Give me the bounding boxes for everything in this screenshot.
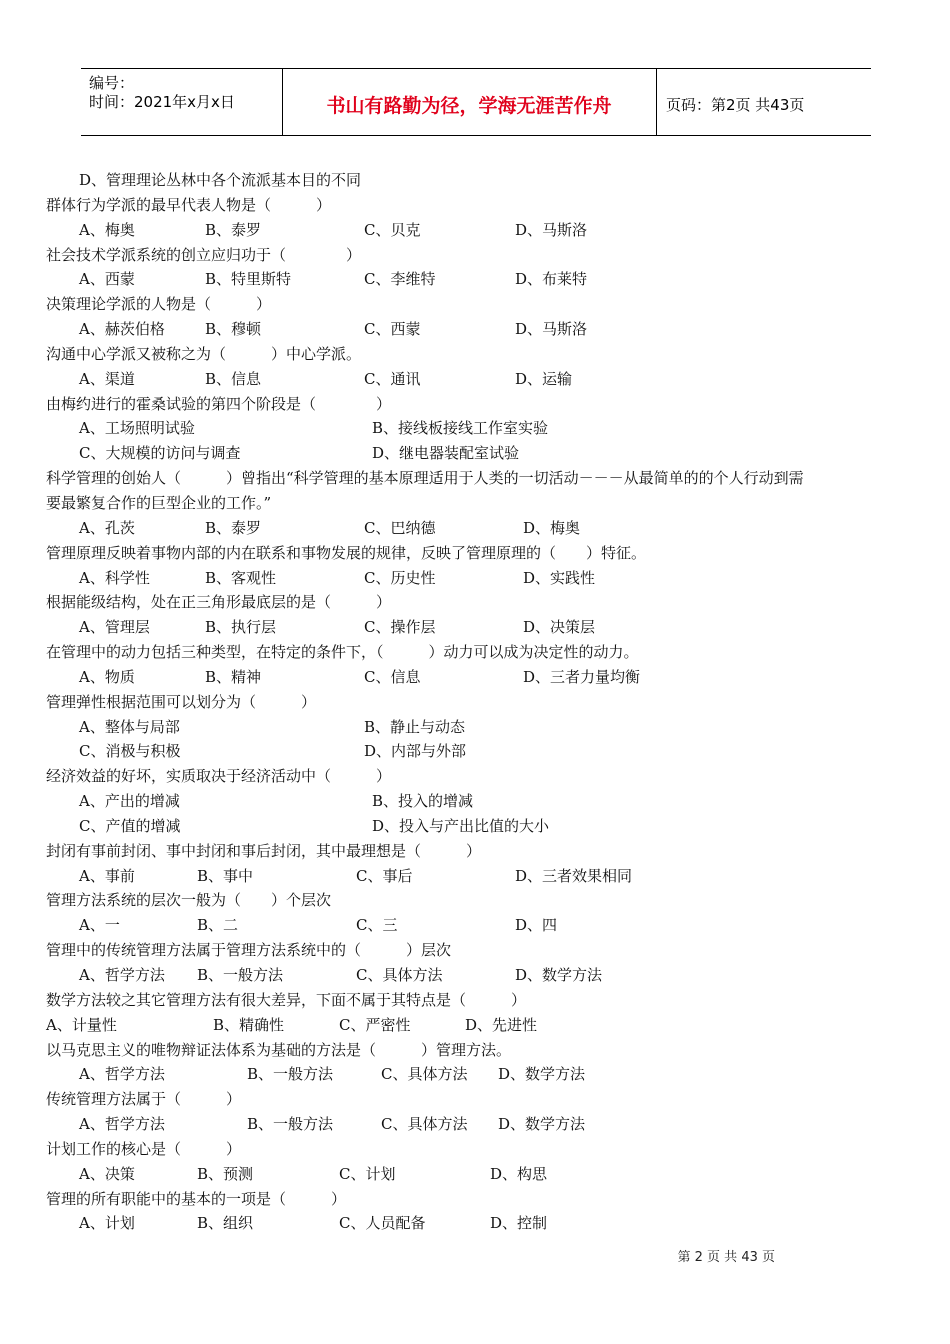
answer-option: A、梅奥 <box>79 220 135 239</box>
answer-option: C、具体方法 <box>381 1115 468 1134</box>
question-text: 决策理论学派的人物是（ ） <box>46 295 272 314</box>
answer-option: C、消极与积极 <box>79 742 181 761</box>
answer-options-row <box>0 1013 950 1038</box>
answer-option: D、投入与产出比值的大小 <box>372 816 550 835</box>
answer-options-row <box>0 367 950 392</box>
answer-option: D、内部与外部 <box>364 742 467 761</box>
answer-option: B、特里斯特 <box>205 270 292 289</box>
answer-option: C、产值的增减 <box>79 816 181 835</box>
answer-option: B、信息 <box>205 369 262 388</box>
answer-option: B、精确性 <box>213 1015 285 1034</box>
answer-option: C、操作层 <box>364 618 436 637</box>
answer-option: A、工场照明试验 <box>79 419 195 438</box>
answer-option: C、大规模的访问与调查 <box>79 444 241 463</box>
answer-option: B、执行层 <box>205 618 277 637</box>
answer-option: A、孔茨 <box>79 518 135 537</box>
answer-option: C、贝克 <box>364 220 421 239</box>
answer-options-row <box>0 715 950 740</box>
question-text: 封闭有事前封闭、事中封闭和事后封闭，其中最理想是（ ） <box>46 841 482 860</box>
answer-options-row <box>0 913 950 938</box>
answer-option: C、信息 <box>364 667 421 686</box>
question-text: D、管理理论丛林中各个流派基本目的不同 <box>79 171 362 189</box>
question-text: 由梅约进行的霍桑试验的第四个阶段是（ ） <box>46 394 392 413</box>
answer-options-row <box>0 864 950 889</box>
answer-option: A、决策 <box>79 1164 135 1183</box>
answer-option: D、控制 <box>490 1214 548 1233</box>
answer-options-row <box>0 1112 950 1137</box>
question-text: 数学方法较之其它管理方法有很大差异，下面不属于其特点是（ ） <box>46 990 527 1009</box>
answer-options-row <box>0 963 950 988</box>
question-text: 管理弹性根据范围可以划分为（ ） <box>46 692 317 711</box>
answer-option: D、三者力量均衡 <box>523 667 641 686</box>
answer-option: A、赫茨伯格 <box>79 320 165 339</box>
answer-option: C、通讯 <box>364 369 421 388</box>
answer-option: D、数学方法 <box>498 1115 586 1134</box>
answer-option: B、客观性 <box>205 568 277 587</box>
answer-option: C、严密性 <box>339 1015 411 1034</box>
answer-option: C、人员配备 <box>339 1214 426 1233</box>
footer-page-number: 第 2 页 共 43 页 <box>677 1250 775 1265</box>
question-text: 管理的所有职能中的基本的一项是（ ） <box>46 1189 347 1208</box>
header-motto: 书山有路勤为径，学海无涯苦作舟 <box>326 95 612 117</box>
answer-option: A、科学性 <box>79 568 150 587</box>
question-text: 在管理中的动力包括三种类型，在特定的条件下，（ ）动力可以成为决定性的动力。 <box>46 643 639 662</box>
answer-option: D、马斯洛 <box>515 220 588 239</box>
answer-option: A、哲学方法 <box>79 966 165 984</box>
question-text: 根据能级结构，处在正三角形最底层的是（ ） <box>46 593 392 612</box>
answer-option: D、数学方法 <box>515 966 603 984</box>
answer-options-row <box>0 1211 950 1236</box>
answer-options-row <box>0 566 950 591</box>
question-text: 经济效益的好坏，实质取决于经济活动中（ ） <box>46 767 392 786</box>
answer-option: C、具体方法 <box>356 966 443 984</box>
answer-option: A、西蒙 <box>79 270 135 289</box>
answer-option: D、数学方法 <box>498 1065 586 1084</box>
answer-options-row <box>0 267 950 292</box>
answer-option: C、具体方法 <box>381 1065 468 1084</box>
answer-options-row <box>0 1162 950 1187</box>
answer-option: C、事后 <box>356 866 413 885</box>
answer-options-row <box>0 416 950 441</box>
header-page-number: 页码：第2页 共43页 <box>666 96 805 114</box>
answer-option: B、一般方法 <box>247 1065 334 1084</box>
answer-option: B、二 <box>197 916 239 935</box>
answer-option: C、三 <box>356 916 398 935</box>
answer-option: B、接线板接线工作室实验 <box>372 419 549 438</box>
question-list <box>0 168 950 1236</box>
document-date: 时间：2021年x月x日 <box>89 93 235 111</box>
answer-option: A、渠道 <box>79 369 135 388</box>
answer-option: B、投入的增减 <box>372 792 474 811</box>
answer-option: D、先进性 <box>465 1015 538 1034</box>
answer-option: B、事中 <box>197 866 254 885</box>
answer-option: D、布莱特 <box>515 270 588 289</box>
answer-option: D、马斯洛 <box>515 320 588 339</box>
header-motto-cell <box>282 69 657 135</box>
answer-options-row <box>0 615 950 640</box>
answer-option: A、哲学方法 <box>79 1065 165 1084</box>
answer-option: B、精神 <box>205 667 262 686</box>
question-text: 社会技术学派系统的创立应归功于（ ） <box>46 245 362 264</box>
answer-option: B、组织 <box>197 1214 254 1233</box>
answer-option: A、管理层 <box>79 618 150 637</box>
answer-option: C、西蒙 <box>364 320 421 339</box>
answer-option: C、历史性 <box>364 568 436 587</box>
question-text: 计划工作的核心是（ ） <box>46 1139 242 1158</box>
answer-options-row <box>0 218 950 243</box>
question-text: 科学管理的创始人（ ）曾指出“科学管理的基本原理适用于人类的一切活动－－－从最简单的的个人行动到需 <box>46 469 804 488</box>
answer-option: D、实践性 <box>523 568 596 587</box>
answer-options-row <box>0 516 950 541</box>
question-text: 传统管理方法属于（ ） <box>46 1090 242 1109</box>
answer-option: A、事前 <box>79 866 135 885</box>
answer-option: A、产出的增减 <box>79 792 180 811</box>
question-text: 群体行为学派的最早代表人物是（ ） <box>46 195 332 214</box>
answer-option: D、梅奥 <box>523 518 581 537</box>
answer-option: B、一般方法 <box>197 966 284 984</box>
answer-option: A、计划 <box>79 1214 135 1233</box>
question-text: 管理方法系统的层次一般为（ ）个层次 <box>46 891 332 910</box>
answer-option: A、哲学方法 <box>79 1115 165 1134</box>
answer-options-row <box>0 814 950 839</box>
answer-option: B、穆顿 <box>205 320 262 339</box>
answer-option: B、泰罗 <box>205 220 262 239</box>
answer-option: D、三者效果相同 <box>515 866 633 885</box>
answer-options-row <box>0 665 950 690</box>
answer-option: A、整体与局部 <box>79 717 180 736</box>
answer-option: D、构思 <box>490 1164 548 1183</box>
header-page-cell <box>657 69 871 135</box>
answer-option: B、一般方法 <box>247 1115 334 1134</box>
answer-options-row <box>0 789 950 814</box>
header-meta-cell <box>81 69 283 135</box>
answer-option: D、决策层 <box>523 618 596 637</box>
answer-option: C、李维特 <box>364 270 436 289</box>
answer-option: B、预测 <box>197 1164 254 1183</box>
answer-option: A、一 <box>79 916 120 935</box>
answer-option: A、物质 <box>79 667 135 686</box>
answer-option: A、计量性 <box>46 1015 117 1034</box>
answer-options-row <box>0 1062 950 1087</box>
question-text: 沟通中心学派又被称之为（ ）中心学派。 <box>46 344 362 363</box>
answer-option: B、静止与动态 <box>364 717 466 736</box>
document-number-label: 编号： <box>89 74 135 92</box>
answer-options-row <box>0 317 950 342</box>
answer-option: C、巴纳德 <box>364 518 436 537</box>
question-text: 要最繁复合作的巨型企业的工作。” <box>46 493 272 512</box>
question-text: 以马克思主义的唯物辩证法体系为基础的方法是（ ）管理方法。 <box>46 1040 512 1059</box>
answer-option: C、计划 <box>339 1164 396 1183</box>
answer-option: D、运输 <box>515 369 573 388</box>
answer-option: B、泰罗 <box>205 518 262 537</box>
answer-option: D、继电器装配室试验 <box>372 444 520 463</box>
answer-options-row <box>0 739 950 764</box>
question-text: 管理原理反映着事物内部的内在联系和事物发展的规律，反映了管理原理的（ ）特征。 <box>46 543 647 562</box>
answer-option: D、四 <box>515 916 558 935</box>
document-header <box>81 68 871 136</box>
question-text: 管理中的传统管理方法属于管理方法系统中的（ ）层次 <box>46 941 452 960</box>
answer-options-row <box>0 441 950 466</box>
